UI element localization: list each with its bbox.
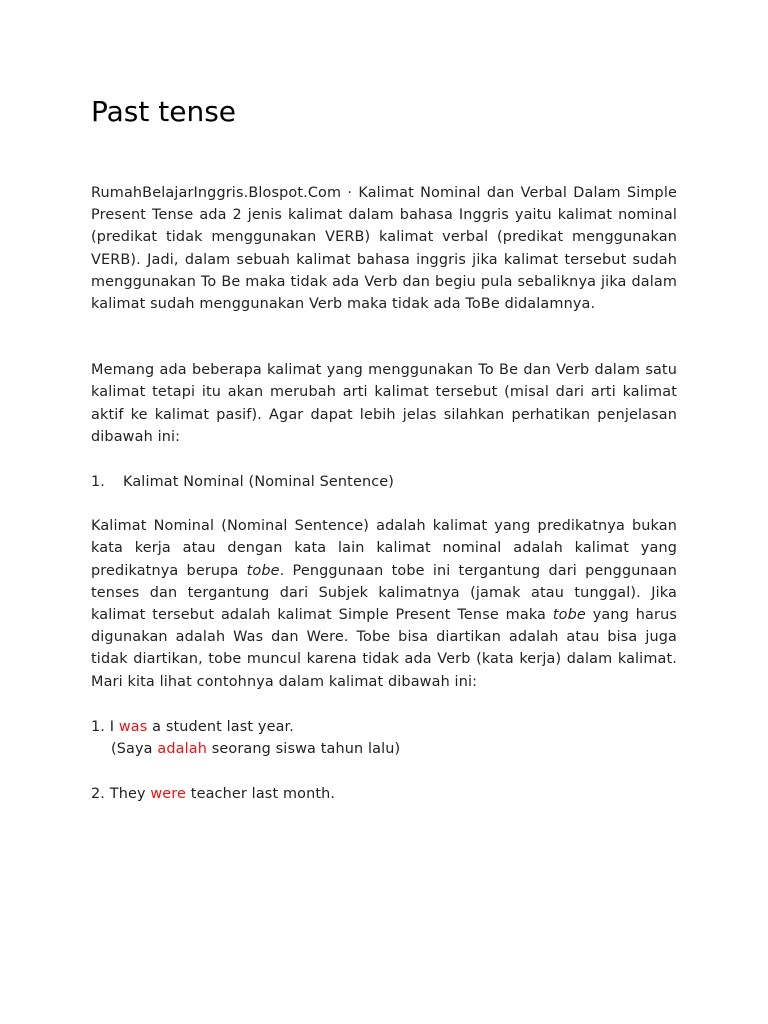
highlighted-word: was xyxy=(118,718,148,735)
explanation-paragraph: Memang ada beberapa kalimat yang menggunakan To Be dan Verb dalam satu kalimat tetapi itu akan merubah arti kalimat tersebut (misal dari arti kalimat aktif ke kalimat pasif). Agar dapat lebih jelas silahkan perhatikan penjelasan dibawah ini: xyxy=(91,362,677,445)
section-heading-text: Kalimat Nominal (Nominal Sentence) xyxy=(123,474,395,491)
document-body xyxy=(91,182,677,805)
translation-text: seorang siswa tahun lalu) xyxy=(207,741,401,758)
example-sentence-2 xyxy=(91,783,677,805)
example-text: 2. They xyxy=(91,786,151,803)
example-text: teacher last month. xyxy=(186,786,336,803)
intro-paragraph: RumahBelajarInggris.Blospot.Com · Kalimat Nominal dan Verbal Dalam Simple Present Tense ada 2 jenis kalimat dalam bahasa Inggris yaitu kalimat nominal (predikat tidak menggunakan VERB) kalimat verbal (predikat menggunakan VERB). Jadi, dalam sebuah kalimat bahasa inggris jika kalimat tersebut sudah menggunakan To Be maka tidak ada Verb dan begiu pula sebaliknya jika dalam kalimat sudah menggunakan Verb maka tidak ada ToBe didalamnya. xyxy=(91,185,677,313)
paragraph-text: Kalimat Nominal (Nominal Sentence) adalah kalimat yang predikatnya bukan kata kerja atau dengan kata lain kalimat nominal adalah kalimat yang predikatnya berupa xyxy=(91,518,677,579)
example-sentence-1 xyxy=(91,716,677,738)
italic-term: tobe xyxy=(246,562,280,579)
italic-term: tobe xyxy=(552,607,586,624)
example-text: a student last year. xyxy=(147,718,295,735)
example-text: 1. I xyxy=(91,718,119,735)
highlighted-word: were xyxy=(150,786,187,803)
section-heading-nominal-sentence xyxy=(91,471,677,493)
paragraph-text: . Penggunaan tobe ini tergantung dari penggunaan tenses dan tergantung dari Subjek kalimatnya (jamak atau tunggal). Jika kalimat tersebut adalah kalimat Simple Present Tense maka xyxy=(91,562,677,624)
example-translation-1 xyxy=(91,738,677,760)
highlighted-word: adalah xyxy=(157,741,207,758)
paragraph-text: yang harus digunakan adalah Was dan Were. Tobe bisa diartikan adalah atau bisa juga tidak diartikan, tobe muncul karena tidak ada Verb (kata kerja) dalam kalimat. Mari kita lihat contohnya dalam kalimat dibawah ini: xyxy=(91,607,677,690)
nominal-sentence-paragraph xyxy=(91,515,677,693)
section-number: 1. xyxy=(91,474,106,491)
page-title: Past tense xyxy=(91,95,237,128)
translation-text: (Saya xyxy=(111,741,158,758)
